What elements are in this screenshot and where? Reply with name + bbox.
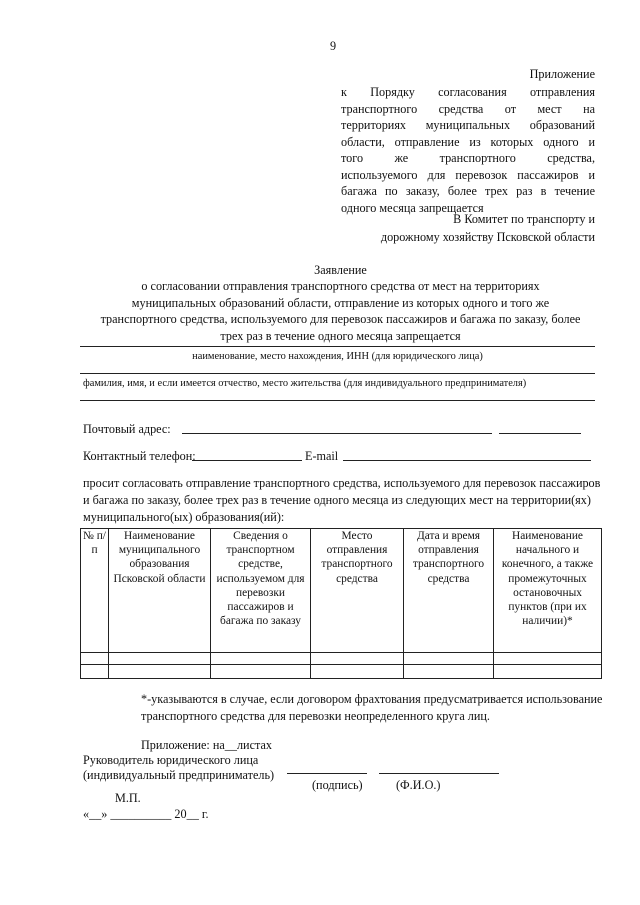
request-line-1: просит согласовать отправление транспортного средства, используемого для перевозок пассажиров bbox=[83, 476, 601, 490]
signature-caption: (подпись) bbox=[312, 778, 363, 792]
appendix-line: области, отправление из которых одного и bbox=[341, 134, 595, 149]
appendix-line: транспортного средства от мест на bbox=[341, 101, 595, 116]
postal-input-line[interactable] bbox=[182, 433, 492, 434]
statement-line: транспортного средства, используемого для перевозок пассажиров и багажа по заказу, более bbox=[100, 312, 581, 326]
table-cell[interactable] bbox=[404, 665, 494, 679]
page-number: 9 bbox=[330, 39, 337, 53]
table-row[interactable] bbox=[81, 665, 602, 679]
appendix-line: того же транспортного средства, bbox=[341, 151, 595, 165]
fio-line[interactable] bbox=[379, 773, 499, 774]
postal-label: Почтовый адрес: bbox=[83, 422, 171, 436]
statement-line: муниципальных образований области, отправление из которых одного и того же bbox=[131, 295, 550, 310]
addressee-line-1: В Комитет по транспорту и bbox=[453, 212, 595, 226]
table-cell[interactable] bbox=[109, 665, 211, 679]
statement-title: Заявление bbox=[314, 263, 367, 277]
appendix-line: территориях муниципальных образований bbox=[341, 118, 595, 132]
col-departure-place-header: Место отправления транспортного средства bbox=[311, 529, 404, 653]
attachment-line: Приложение: на__листах bbox=[141, 738, 272, 752]
postal-input-line-2[interactable] bbox=[499, 433, 581, 434]
ip-field-line-2[interactable] bbox=[80, 400, 595, 401]
fio-caption: (Ф.И.О.) bbox=[396, 778, 441, 792]
col-municipality-header: Наименование муниципального образования Псковской области bbox=[109, 529, 211, 653]
appendix-line: одного месяца запрещается bbox=[341, 200, 484, 215]
appendix-line: используемого для перевозок пассажиров и bbox=[341, 167, 595, 182]
table-row[interactable] bbox=[81, 653, 602, 665]
table-header-row bbox=[81, 529, 602, 653]
statement-line: о согласовании отправления транспортного средства от мест на территориях bbox=[141, 279, 540, 293]
places-table bbox=[80, 528, 602, 679]
addressee-line-2: дорожному хозяйству Псковской области bbox=[380, 230, 595, 244]
appendix-title: Приложение bbox=[529, 67, 595, 81]
phone-input-line[interactable] bbox=[192, 460, 302, 461]
head-title-line-2: (индивидуальный предприниматель) bbox=[83, 768, 275, 782]
appendix-text bbox=[341, 84, 595, 216]
statement-subtitle bbox=[80, 278, 601, 344]
org-field-line[interactable] bbox=[80, 346, 595, 347]
email-label: E-mail bbox=[305, 449, 339, 463]
head-title-line-1: Руководитель юридического лица bbox=[83, 753, 259, 767]
ip-field-line[interactable] bbox=[80, 373, 595, 374]
signature-line[interactable] bbox=[287, 773, 367, 774]
request-line-3: муниципального(ых) образования(ий): bbox=[83, 510, 285, 524]
appendix-line: к Порядку согласования отправления bbox=[341, 85, 595, 99]
footnote-line-1: *-указываются в случае, если договором фрахтования предусматривается использование bbox=[141, 692, 603, 706]
footnote-line-2: транспортного средства для перевозки неопределенного круга лиц. bbox=[141, 709, 490, 723]
request-line-2: и багажа по заказу, более трех раз в течение одного месяца из следующих мест на территории(ях) bbox=[83, 493, 591, 507]
table-cell[interactable] bbox=[109, 653, 211, 665]
ip-field-caption: фамилия, имя, и если имеется отчество, место жительства (для индивидуального предпринимателя) bbox=[83, 378, 527, 389]
col-number-header: № п/п bbox=[81, 529, 109, 653]
table-cell[interactable] bbox=[81, 665, 109, 679]
appendix-line: багажа по заказу, более трех раз в течение bbox=[341, 184, 595, 198]
stamp-label: М.П. bbox=[115, 791, 141, 805]
statement-line: трех раз в течение одного месяца запрещается bbox=[220, 328, 461, 343]
table-cell[interactable] bbox=[81, 653, 109, 665]
org-field-caption: наименование, место нахождения, ИНН (для юридического лица) bbox=[192, 351, 483, 362]
table-cell[interactable] bbox=[211, 653, 311, 665]
email-input-line[interactable] bbox=[343, 460, 591, 461]
col-vehicle-header: Сведения о транспортном средстве, используемом для перевозки пассажиров и багажа по заказу bbox=[211, 529, 311, 653]
phone-label: Контактный телефон: bbox=[83, 449, 196, 463]
table-cell[interactable] bbox=[494, 653, 602, 665]
table-cell[interactable] bbox=[211, 665, 311, 679]
date-line[interactable]: «__» __________ 20__ г. bbox=[83, 807, 209, 821]
table-cell[interactable] bbox=[311, 665, 404, 679]
col-stops-header: Наименование начального и конечного, а также промежуточных остановочных пунктов (при их наличии)* bbox=[494, 529, 602, 653]
col-datetime-header: Дата и время отправления транспортного средства bbox=[404, 529, 494, 653]
table-cell[interactable] bbox=[311, 653, 404, 665]
table-cell[interactable] bbox=[404, 653, 494, 665]
table-cell[interactable] bbox=[494, 665, 602, 679]
